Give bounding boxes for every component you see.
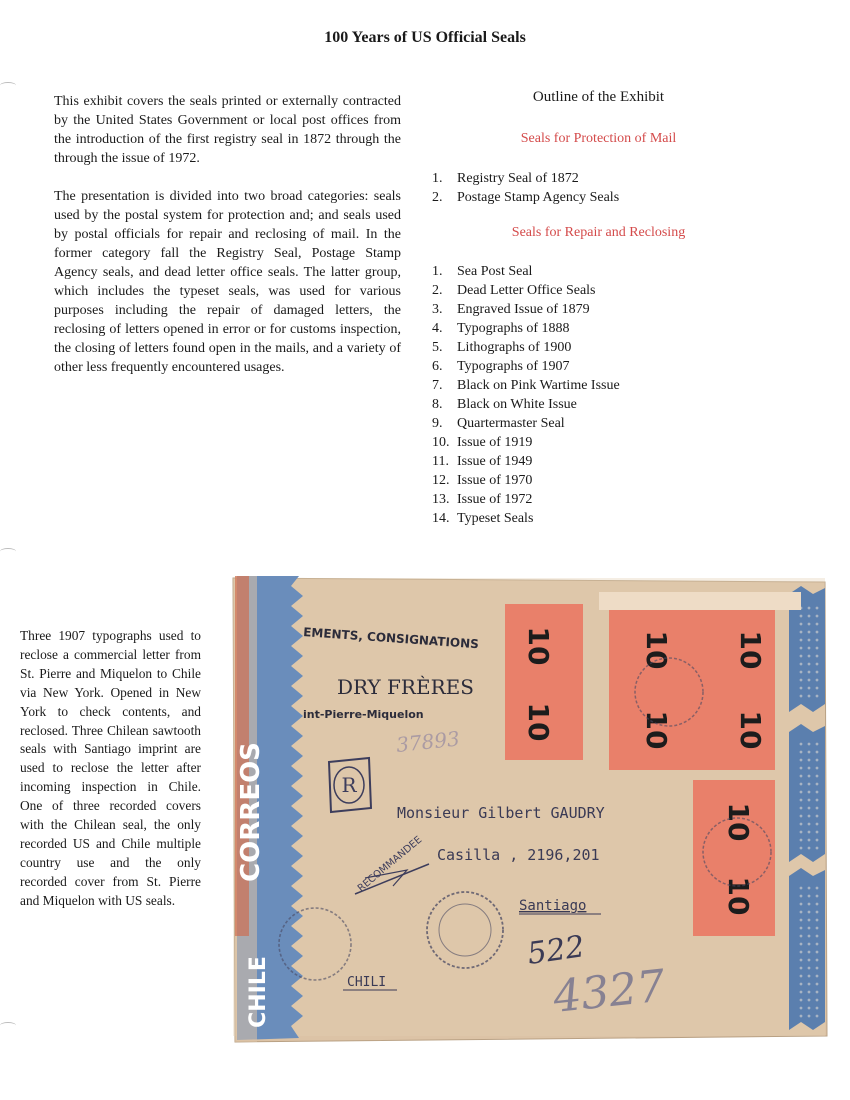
stamp-value: 10 bbox=[640, 710, 673, 750]
stamp-value: 10 bbox=[734, 630, 767, 670]
list-item: 1. Sea Post Seal bbox=[432, 264, 533, 279]
list-item: 2. Postage Stamp Agency Seals bbox=[432, 190, 620, 205]
chilean-seal-right bbox=[789, 586, 825, 1030]
list-item: 11. Issue of 1949 bbox=[432, 454, 533, 469]
stamp-value: 10 bbox=[722, 876, 755, 916]
address-country: CHILI bbox=[347, 975, 387, 990]
list-item: 5. Lithographs of 1900 bbox=[432, 340, 572, 355]
list-item: 12. Issue of 1970 bbox=[432, 473, 533, 488]
margin-mark bbox=[0, 548, 16, 555]
stamp-value: 10 bbox=[722, 802, 755, 842]
chile-seal-text-lower: CHILE bbox=[246, 956, 271, 1028]
recommandee-text: RECOMMANDEE bbox=[355, 834, 425, 895]
section-heading-repair: Seals for Repair and Reclosing bbox=[511, 225, 686, 240]
list-item: 8. Black on White Issue bbox=[432, 397, 577, 412]
intro-paragraph-2: The presentation is divided into two broad categories: seals used by the postal system for protection and; and seals used by postal officials for repair and reclosing of mail. In the former category fall the Registry Seal, Postage Stamp Agency seals, and dead letter office seals. The latter group, which includes the typeset seals, was used for various purposes including the repair of damaged letters, the reclosing of letters opened in error or for customs inspection, the closing of letters found open in the mails, and a variety of other less frequently encountered usages. bbox=[54, 189, 401, 375]
sender-imprint-line3: int-Pierre-Miquelon bbox=[303, 708, 424, 721]
address-line: Casilla , 2196,201 bbox=[437, 846, 600, 864]
pencil-mark-top: 37893 bbox=[395, 726, 461, 757]
stamp-value: 10 bbox=[640, 630, 673, 670]
list-item: 14. Typeset Seals bbox=[432, 511, 534, 526]
list-item: 3. Engraved Issue of 1879 bbox=[432, 302, 590, 317]
cover-image bbox=[229, 572, 829, 1043]
addressee: Monsieur Gilbert GAUDRY bbox=[397, 804, 605, 822]
registry-letter: R bbox=[341, 773, 357, 797]
chile-seal-text: CORREOS bbox=[236, 742, 266, 882]
list-item: 9. Quartermaster Seal bbox=[432, 416, 565, 431]
page-title: 100 Years of US Official Seals bbox=[324, 29, 526, 46]
sender-imprint-line1: EMENTS, CONSIGNATIONS bbox=[302, 625, 480, 652]
section-heading-protection: Seals for Protection of Mail bbox=[520, 131, 677, 146]
list-item: 1. Registry Seal of 1872 bbox=[432, 171, 579, 186]
list-item: 13. Issue of 1972 bbox=[432, 492, 533, 507]
stamp-value: 10 bbox=[522, 702, 555, 742]
stamp-value: 10 bbox=[734, 710, 767, 750]
address-city: Santiago bbox=[519, 898, 587, 914]
pencil-number-522: 522 bbox=[525, 929, 587, 972]
intro-text bbox=[54, 92, 401, 396]
intro-paragraph-1: This exhibit covers the seals printed or externally contracted by the United States Government or local post offices from the introduction of the first registry seal in 1872 through the through the issue of 1972. bbox=[54, 94, 401, 166]
list-item: 6. Typographs of 1907 bbox=[432, 359, 570, 374]
list-item: 10. Issue of 1919 bbox=[432, 435, 533, 450]
list-item: 7. Black on Pink Wartime Issue bbox=[432, 378, 620, 393]
list-item: 2. Dead Letter Office Seals bbox=[432, 283, 596, 298]
outline-title: Outline of the Exhibit bbox=[532, 89, 665, 105]
outline-list-protection bbox=[432, 169, 619, 207]
sender-imprint-line2: DRY FRÈRES bbox=[337, 675, 474, 699]
margin-mark bbox=[0, 82, 16, 89]
pencil-number-4327: 4327 bbox=[550, 960, 668, 1023]
outline-list-repair bbox=[432, 262, 620, 528]
stamp-value: 10 bbox=[522, 626, 555, 666]
list-item: 4. Typographs of 1888 bbox=[432, 321, 570, 336]
cover-caption: Three 1907 typographs used to reclose a commercial letter from St. Pierre and Miquelon to Chile via New York. Opened in New York to check contents, and reclosed. Three Chilean sawtooth seals with Santiago imprint are used to reclose the letter after incoming inspection in Chile. One of three recorded covers with the Chilean seal, the only recorded US and Chile multiple country use and the only recorded cover from St. Pierre and Miquelon with US seals. bbox=[20, 628, 201, 908]
margin-mark bbox=[0, 1022, 16, 1029]
